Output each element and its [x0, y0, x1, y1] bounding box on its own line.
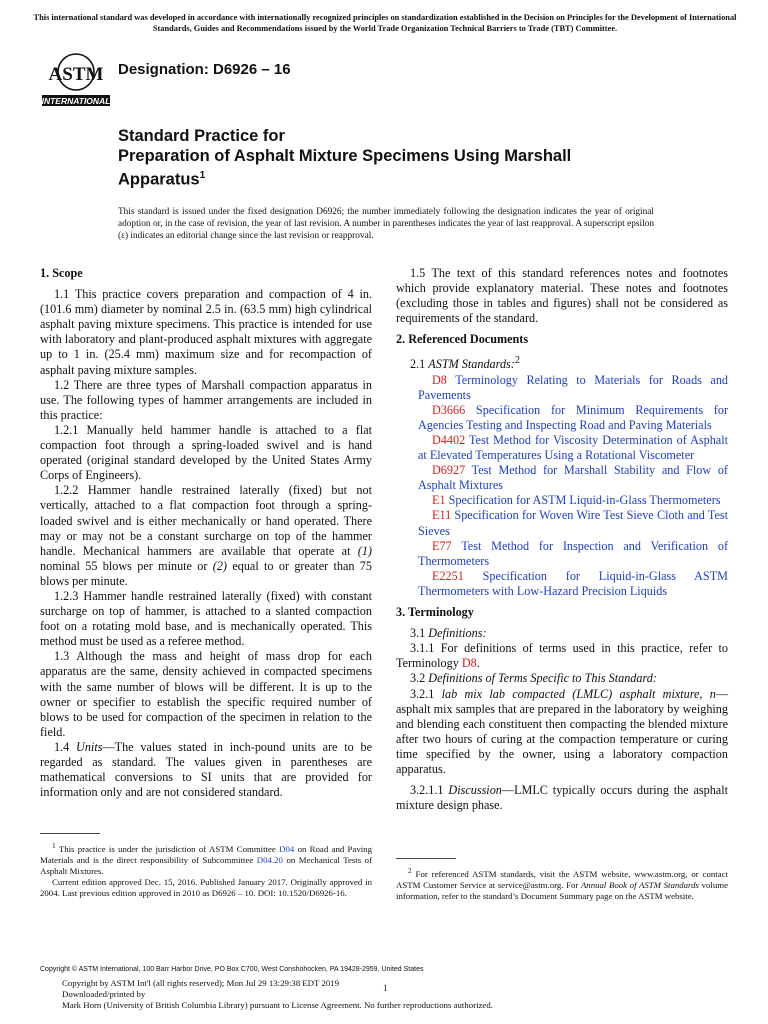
paragraph-1-2-3: 1.2.3 Hammer handle restrained laterally (fixed) with constant surcharge on top of hammer, is attached to a slanted compaction foot on a rotating mold base, and is mechanically operated. This method must be used as a referee method.	[40, 588, 372, 649]
section-heading-referenced-documents: 2. Referenced Documents	[396, 332, 529, 347]
footnote-1	[40, 840, 372, 899]
title-footnote-mark: 1	[199, 170, 206, 181]
footnote-divider	[40, 833, 100, 834]
paragraph-3-2-1: 3.2.1 lab mix lab compacted (LMLC) asphalt mixture, n—asphalt mix samples that are prepared in the laboratory by weighing and blending each constituent then compacting the blended mixture after two hours of curing at the compaction temperature or curing time specified by the owner, using a laboratory compaction apparatus.	[396, 686, 729, 776]
reference-title[interactable]: Specification for Liquid-in-Glass ASTM Thermometers with Low-Hazard Precision Liquids	[418, 568, 728, 598]
reference-title[interactable]: Test Method for Marshall Stability and Flow of Asphalt Mixtures	[418, 463, 728, 493]
top-notice: This international standard was developed in accordance with internationally recognized principles on standardization established in the Decision on Principles for the Development of International Standards, Guides and Recommendations issued by the World Trade Organization Technical Barriers to Trade (TBT) Committee.	[33, 13, 737, 33]
title-line-2: Preparation of Asphalt Mixture Specimens Using Marshall	[118, 147, 572, 165]
left-column	[40, 266, 372, 800]
right-column	[396, 266, 728, 813]
reference-code[interactable]: D4402	[432, 433, 466, 447]
page-number: 1	[383, 983, 388, 993]
section-heading-scope: 1. Scope	[40, 266, 83, 280]
reference-code[interactable]: D3666	[432, 402, 466, 417]
reference-title[interactable]: Specification for ASTM Liquid-in-Glass Thermometers	[448, 493, 721, 508]
reference-item[interactable]	[396, 569, 728, 599]
reference-item[interactable]	[396, 493, 728, 508]
intro-paragraph: This standard is issued under the fixed designation D6926; the number immediately following the designation indicates the year of original adoption or, in the case of revision, the year of last revision. A number in parentheses indicates the year of last reapproval. A superscript epsilon (ε) indicates an editorial change since the last revision or reapproval.	[118, 207, 654, 241]
committee-link[interactable]: D04	[279, 843, 295, 854]
logo-label: INTERNATIONAL	[41, 96, 111, 106]
paragraph-2-1: 2.1 ASTM Standards:$^2$	[410, 355, 520, 372]
reference-code[interactable]: E1	[432, 493, 446, 508]
licensing-line-1: Copyright by ASTM Int'l (all rights reserved); Mon Jul 29 13:29:38 EDT 2019	[62, 978, 340, 988]
reference-code[interactable]: D8	[432, 372, 447, 387]
licensing-block	[62, 978, 622, 1012]
paragraph-3-1: 3.1 Definitions:	[410, 626, 487, 641]
reference-item[interactable]	[396, 508, 728, 538]
paragraph-1-2-1: 1.2.1 Manually held hammer handle is attached to a flat compaction foot through a spring-loaded swivel and is hand operated (original standard developed by the United States Army Corps of Engineers).	[40, 422, 372, 483]
paragraph-1-5: 1.5 The text of this standard references notes and footnotes which provide explanatory material. These notes and footnotes (excluding those in tables and figures) shall not be considered as requirements of the standard.	[396, 266, 728, 326]
reference-link-d8[interactable]: D8	[461, 656, 477, 671]
paragraph-1-1: 1.1 This practice covers preparation and compaction of 4 in. (101.6 mm) diameter by nominal 2.5 in. (63.5 mm) high cylindrical asphalt paving mixture specimens. This practice is intended for use with laboratory and plant-produced asphalt mixtures with aggregate up to 1 in. (25.4 mm) maximum size and for recompaction of asphalt paving mixture samples.	[40, 287, 372, 377]
subcommittee-link[interactable]: D04.20	[256, 854, 283, 865]
designation: Designation: D6926 – 16	[118, 61, 291, 78]
reference-item[interactable]	[396, 433, 728, 463]
paragraph-1-4: 1.4 Units—The values stated in inch-pound units are to be regarded as standard. The values given in parentheses are mathematical conversions to SI units that are provided for information only and are not considered standard.	[40, 739, 372, 800]
section-heading-terminology: 3. Terminology	[396, 605, 474, 620]
licensing-line-2: Downloaded/printed by	[62, 989, 146, 1000]
reference-title[interactable]: Specification for Woven Wire Test Sieve Cloth and Test Sieves	[418, 508, 728, 538]
paragraph-3-1-1: 3.1.1 For definitions of terms used in this practice, refer to Terminology D8.	[396, 641, 728, 671]
reference-item[interactable]	[396, 403, 728, 433]
title-line-3: Apparatus$^1$	[118, 170, 206, 189]
paragraph-1-2-2: 1.2.2 Hammer handle restrained laterally (fixed) but not vertically, attached to a flat compaction foot through a spring-loaded swivel and is either mechanically or hand operated. There may or may not be a constant surcharge on top of the hammer handle. Mechanical hammers are available that operate at (1) nominal 55 blows per minute or (2) equal to or greater than 75 blows per minute.	[40, 483, 372, 588]
reference-title[interactable]: Test Method for Inspection and Verification of Thermometers	[418, 538, 729, 568]
paragraph-3-2: 3.2 Definitions of Terms Specific to This Standard:	[410, 671, 657, 686]
logo-letters: ASTM	[48, 64, 104, 85]
title-line-1: Standard Practice for	[118, 127, 285, 145]
reference-code[interactable]: E77	[432, 538, 452, 553]
reference-title[interactable]: Terminology Relating to Materials for Roads and Pavements	[418, 372, 729, 402]
licensing-line-3: Mark Horn (University of British Columbia Library) pursuant to License Agreement. No further reproductions authorized.	[62, 1000, 493, 1011]
reference-code[interactable]: E11	[432, 508, 452, 523]
document-title	[118, 126, 718, 190]
footnote-2: $^2$ For referenced ASTM standards, visit the ASTM website, www.astm.org, or contact ASTM Customer Service at service@astm.org. For Annual Book of ASTM Standards volume information, refer to the standard’s Document Summary page on the ASTM website.	[396, 866, 728, 901]
paragraph-1-3: 1.3 Although the mass and height of mass drop for each apparatus are the same, density achieved in compacted specimens with the same number of blows will be different. It is up to the owner or specifier to establish the specific required number of blows to be used for compaction of the specimen in relation to the field.	[40, 649, 372, 739]
footnote-divider	[396, 858, 456, 859]
reference-item[interactable]	[396, 463, 728, 493]
reference-item[interactable]	[396, 373, 728, 403]
reference-code[interactable]: D6927	[432, 463, 466, 478]
paragraph-1-2: 1.2 There are three types of Marshall compaction apparatus in use. The following types of hammer arrangements are included in this practice:	[40, 377, 372, 422]
copyright-line: Copyright © ASTM International, 100 Barr Harbor Drive, PO Box C700, West Conshohocken, PA 19428-2959. United States	[40, 966, 424, 973]
reference-code[interactable]: E2251	[432, 568, 464, 583]
footnote-1-jurisdiction: $^1$ This practice is under the jurisdiction of ASTM Committee D04 on Road and Paving Materials and is the direct responsibility of Subcommittee D04.20 on Mechanical Tests of Asphalt Mixtures.	[40, 841, 372, 876]
reference-title[interactable]: Test Method for Viscosity Determination of Asphalt at Elevated Temperatures Using a Rotational Viscometer	[418, 433, 728, 463]
reference-title[interactable]: Specification for Minimum Requirements for Agencies Testing and Inspecting Road and Paving Materials	[418, 402, 729, 432]
reference-list	[396, 373, 728, 599]
paragraph-3-2-1-1: 3.2.1.1 Discussion—LMLC typically occurs during the asphalt mixture design phase.	[396, 783, 728, 813]
reference-item[interactable]	[396, 539, 728, 569]
footnote-1-edition: Current edition approved Dec. 15, 2016. Published January 2017. Originally approved in 2004. Last previous edition approved in 2010 as D6926 – 10. DOI: 10.1520/D6926-16.	[40, 876, 372, 898]
astm-logo	[40, 50, 112, 108]
